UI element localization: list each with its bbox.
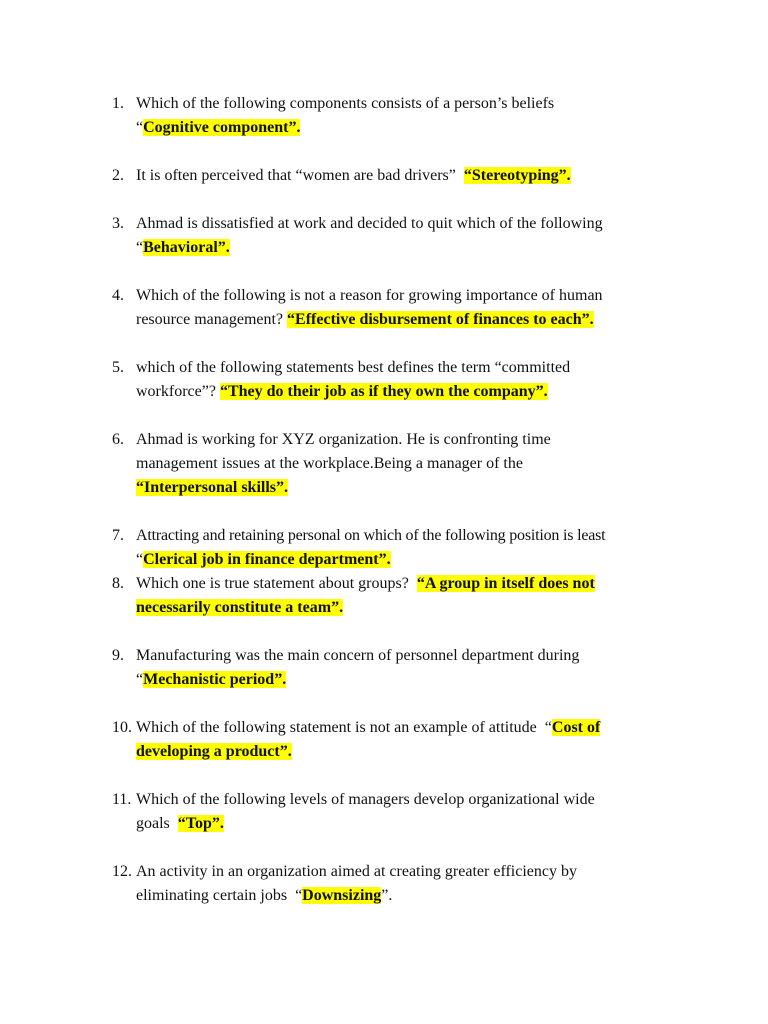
- question-text: Attracting and retaining personal on which of the following position is least: [136, 527, 606, 544]
- question-number: 2.: [112, 167, 124, 184]
- question-number: 9.: [112, 647, 124, 664]
- question-text: Ahmad is dissatisfied at work and decided to quit which of the following: [136, 215, 603, 232]
- question-number: 11.: [112, 791, 132, 808]
- question-text: resource management?: [136, 311, 288, 328]
- question-line: [136, 236, 712, 260]
- question-text: Manufacturing was the main concern of personnel department during: [136, 647, 580, 664]
- question-number: 1.: [112, 95, 124, 112]
- question-line: [136, 860, 712, 884]
- question-5: [112, 356, 712, 404]
- question-line: [136, 572, 712, 596]
- highlighted-answer: Behavioral”.: [143, 239, 230, 256]
- question-text: Which of the following components consists of a person’s beliefs: [136, 95, 555, 112]
- question-text: Ahmad is working for XYZ organization. He is confronting time: [136, 431, 551, 448]
- question-text: An activity in an organization aimed at creating greater efficiency by: [136, 863, 577, 880]
- question-10: [112, 716, 712, 764]
- question-1: [112, 92, 712, 140]
- question-number: 5.: [112, 359, 124, 376]
- question-7: [112, 524, 712, 572]
- question-number: 3.: [112, 215, 124, 232]
- highlighted-answer: developing a product”.: [136, 743, 292, 760]
- question-line: [136, 476, 712, 500]
- question-text: Which of the following statement is not an example of attitude “: [136, 719, 552, 736]
- question-text: which of the following statements best defines the term “committed: [136, 359, 571, 376]
- highlighted-answer: “Effective disbursement of finances to each”.: [287, 311, 594, 328]
- highlighted-answer: Mechanistic period”.: [143, 671, 287, 688]
- question-text: “: [136, 119, 144, 136]
- question-8: [112, 572, 712, 620]
- question-3: [112, 212, 712, 260]
- question-line: [136, 668, 712, 692]
- highlighted-answer: “They do their job as if they own the company”.: [219, 383, 548, 400]
- question-line: [136, 740, 712, 764]
- question-12: [112, 860, 712, 908]
- question-9: [112, 644, 712, 692]
- question-text: Which of the following levels of managers develop organizational wide: [136, 791, 595, 808]
- highlighted-answer: necessarily constitute a team”.: [136, 599, 344, 616]
- question-text: Which one is true statement about groups?: [136, 575, 417, 592]
- question-text: “: [136, 239, 144, 256]
- question-11: [112, 788, 712, 836]
- question-text: workforce”?: [136, 383, 220, 400]
- question-line: [136, 452, 712, 476]
- question-line: [136, 812, 712, 836]
- question-line: [136, 428, 712, 452]
- question-line: [136, 308, 712, 332]
- question-text: It is often perceived that “women are bad drivers”: [136, 167, 464, 184]
- question-line: [136, 884, 712, 908]
- question-text: eliminating certain jobs “: [136, 887, 303, 904]
- question-text: Which of the following is not a reason for growing importance of human: [136, 287, 603, 304]
- question-line: [136, 116, 712, 140]
- highlighted-answer: “Top”.: [177, 815, 224, 832]
- question-text: “: [136, 671, 144, 688]
- highlighted-answer: Clerical job in finance department”.: [143, 551, 391, 568]
- question-line: [136, 548, 712, 572]
- question-number: 8.: [112, 575, 124, 592]
- question-line: [136, 284, 712, 308]
- question-4: [112, 284, 712, 332]
- highlighted-answer: Downsizing: [302, 887, 382, 904]
- question-number: 4.: [112, 287, 124, 304]
- question-line: [136, 788, 712, 812]
- highlighted-answer: Cognitive component”.: [143, 119, 301, 136]
- question-6: [112, 428, 712, 500]
- highlighted-answer: Cost of: [551, 719, 601, 736]
- question-text: ”.: [381, 887, 393, 904]
- question-line: [136, 92, 712, 116]
- question-text: management issues at the workplace.Being a manager of the: [136, 455, 523, 472]
- question-number: 6.: [112, 431, 124, 448]
- question-number: 7.: [112, 527, 124, 544]
- question-2: [112, 164, 712, 188]
- highlighted-answer: “Stereotyping”.: [463, 167, 571, 184]
- question-line: [136, 212, 712, 236]
- question-number: 12.: [112, 863, 132, 880]
- question-line: [136, 164, 712, 188]
- highlighted-answer: “Interpersonal skills”.: [136, 479, 289, 496]
- question-line: [136, 380, 712, 404]
- question-line: [136, 356, 712, 380]
- question-line: [136, 524, 712, 548]
- question-line: [136, 644, 712, 668]
- question-text: goals: [136, 815, 178, 832]
- question-text: “: [136, 551, 144, 568]
- question-line: [136, 716, 712, 740]
- question-number: 10.: [112, 719, 132, 736]
- highlighted-answer: “A group in itself does not: [416, 575, 595, 592]
- question-line: [136, 596, 712, 620]
